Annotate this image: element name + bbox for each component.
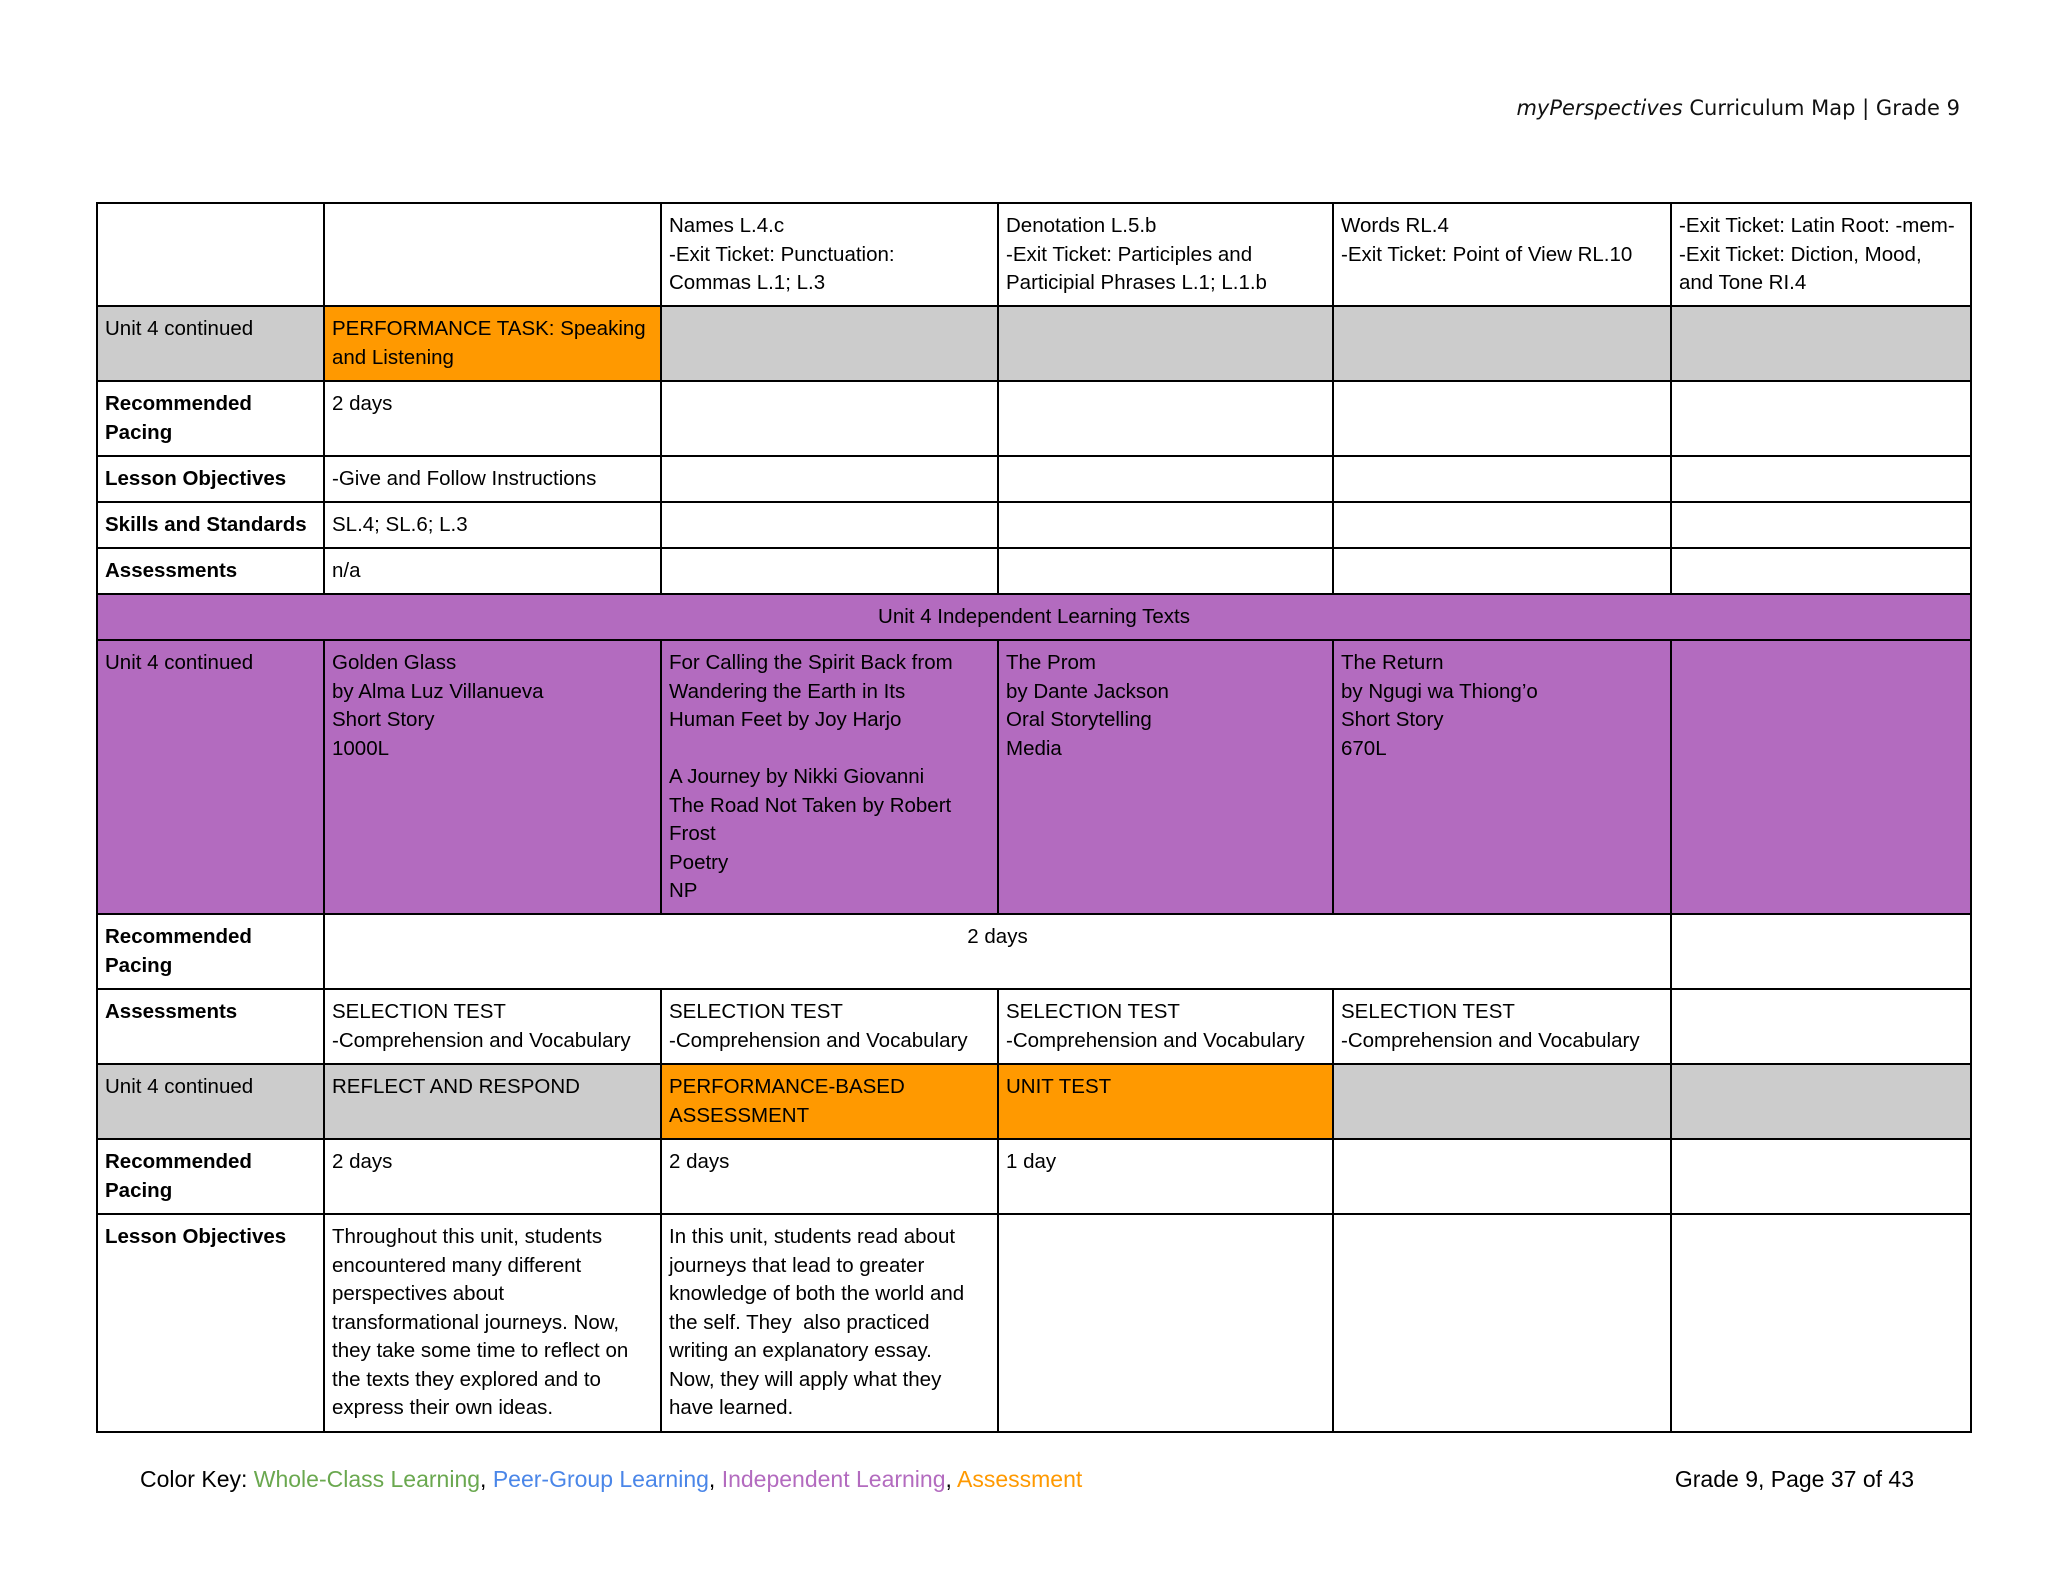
table-cell <box>998 1214 1333 1432</box>
row-label: Recommended Pacing <box>97 1139 324 1214</box>
text-cell: The Prom by Dante Jackson Oral Storytelling Media <box>998 640 1333 914</box>
table-cell <box>1671 1214 1971 1432</box>
table-row <box>97 548 1971 594</box>
table-cell <box>661 306 998 381</box>
table-row <box>97 1064 1971 1139</box>
row-label: Unit 4 continued <box>97 640 324 914</box>
table-cell <box>1671 1064 1971 1139</box>
section-heading: Unit 4 Independent Learning Texts <box>97 594 1971 640</box>
row-label: Skills and Standards <box>97 502 324 548</box>
table-cell <box>998 381 1333 456</box>
pacing-cell: 1 day <box>998 1139 1333 1214</box>
objectives-cell: Throughout this unit, students encountered many different perspectives about transformational journeys. Now, they take some time to reflect on the texts they explored and to express their own ideas. <box>324 1214 661 1432</box>
table-cell <box>1333 1214 1671 1432</box>
table-cell <box>1671 989 1971 1064</box>
table-row <box>97 640 1971 914</box>
row-label: Assessments <box>97 989 324 1064</box>
table-row <box>97 502 1971 548</box>
pacing-cell: 2 days <box>324 914 1671 989</box>
key-assessment: Assessment <box>957 1466 1083 1492</box>
assessment-cell: n/a <box>324 548 661 594</box>
skills-cell: SL.4; SL.6; L.3 <box>324 502 661 548</box>
table-cell <box>1671 456 1971 502</box>
page-header <box>1516 96 1960 120</box>
key-independent: Independent Learning <box>721 1466 946 1492</box>
table-cell <box>1333 381 1671 456</box>
table-row <box>97 381 1971 456</box>
assessment-cell: SELECTION TEST -Comprehension and Vocabulary <box>1333 989 1671 1064</box>
unit-test-cell: UNIT TEST <box>998 1064 1333 1139</box>
table-cell <box>1671 381 1971 456</box>
row-label: Unit 4 continued <box>97 306 324 381</box>
text-cell: For Calling the Spirit Back from Wandering the Earth in Its Human Feet by Joy Harjo A Journey by Nikki Giovanni The Road Not Taken by Robert Frost Poetry NP <box>661 640 998 914</box>
key-separator: , <box>945 1466 958 1492</box>
table-cell <box>1333 456 1671 502</box>
key-separator: , <box>708 1466 722 1492</box>
table-cell <box>1333 502 1671 548</box>
row-label: Recommended Pacing <box>97 381 324 456</box>
assessment-cell: SELECTION TEST -Comprehension and Vocabulary <box>998 989 1333 1064</box>
performance-assessment-cell: PERFORMANCE-BASED ASSESSMENT <box>661 1064 998 1139</box>
table-cell <box>998 548 1333 594</box>
objectives-cell: -Give and Follow Instructions <box>324 456 661 502</box>
assessment-cell: SELECTION TEST -Comprehension and Vocabulary <box>661 989 998 1064</box>
table-cell <box>998 502 1333 548</box>
table-cell <box>661 502 998 548</box>
color-key <box>140 1466 1082 1493</box>
table-row <box>97 203 1971 306</box>
row-label: Unit 4 continued <box>97 1064 324 1139</box>
table-cell <box>1671 1139 1971 1214</box>
pacing-cell: 2 days <box>324 1139 661 1214</box>
table-cell: Denotation L.5.b -Exit Ticket: Participles and Participial Phrases L.1; L.1.b <box>998 203 1333 306</box>
table-cell: -Exit Ticket: Latin Root: -mem- -Exit Ticket: Diction, Mood, and Tone RI.4 <box>1671 203 1971 306</box>
table-row <box>97 989 1971 1064</box>
table-cell <box>1671 306 1971 381</box>
table-row <box>97 1139 1971 1214</box>
table-cell <box>1671 548 1971 594</box>
table-cell <box>661 456 998 502</box>
table-row <box>97 1214 1971 1432</box>
table-row <box>97 914 1971 989</box>
table-cell <box>1333 548 1671 594</box>
table-cell <box>1671 640 1971 914</box>
brand-name: myPerspectives <box>1516 96 1683 120</box>
table-row <box>97 456 1971 502</box>
table-cell <box>661 548 998 594</box>
objectives-cell: In this unit, students read about journeys that lead to greater knowledge of both the world and the self. They also practiced writing an explanatory essay. Now, they will apply what they have learned. <box>661 1214 998 1432</box>
table-cell <box>1333 306 1671 381</box>
row-label: Assessments <box>97 548 324 594</box>
assessment-cell: SELECTION TEST -Comprehension and Vocabulary <box>324 989 661 1064</box>
key-peer-group: Peer-Group Learning <box>492 1466 709 1492</box>
table-cell <box>1333 1139 1671 1214</box>
performance-task-cell: PERFORMANCE TASK: Speaking and Listening <box>324 306 661 381</box>
table-cell <box>998 456 1333 502</box>
table-cell <box>1671 502 1971 548</box>
page-number: Grade 9, Page 37 of 43 <box>1674 1466 1914 1492</box>
pacing-cell: 2 days <box>661 1139 998 1214</box>
table-cell <box>1333 1064 1671 1139</box>
table-cell <box>324 203 661 306</box>
header-title: Curriculum Map | Grade 9 <box>1682 96 1960 120</box>
text-cell: Golden Glass by Alma Luz Villanueva Short Story 1000L <box>324 640 661 914</box>
table-cell: Names L.4.c -Exit Ticket: Punctuation: Commas L.1; L.3 <box>661 203 998 306</box>
table-row <box>97 306 1971 381</box>
table-cell <box>1671 914 1971 989</box>
text-cell: The Return by Ngugi wa Thiong’o Short Story 670L <box>1333 640 1671 914</box>
key-separator: , <box>480 1466 493 1492</box>
row-label: Lesson Objectives <box>97 1214 324 1432</box>
row-label: Recommended Pacing <box>97 914 324 989</box>
table-row <box>97 594 1971 640</box>
pacing-cell: 2 days <box>324 381 661 456</box>
curriculum-table <box>96 202 1972 1433</box>
color-key-label: Color Key: <box>140 1466 254 1492</box>
key-whole-class: Whole-Class Learning <box>253 1466 481 1492</box>
table-cell: Words RL.4 -Exit Ticket: Point of View RL.10 <box>1333 203 1671 306</box>
reflect-cell: REFLECT AND RESPOND <box>324 1064 661 1139</box>
row-label: Lesson Objectives <box>97 456 324 502</box>
table-cell <box>998 306 1333 381</box>
table-cell <box>661 381 998 456</box>
table-cell <box>97 203 324 306</box>
